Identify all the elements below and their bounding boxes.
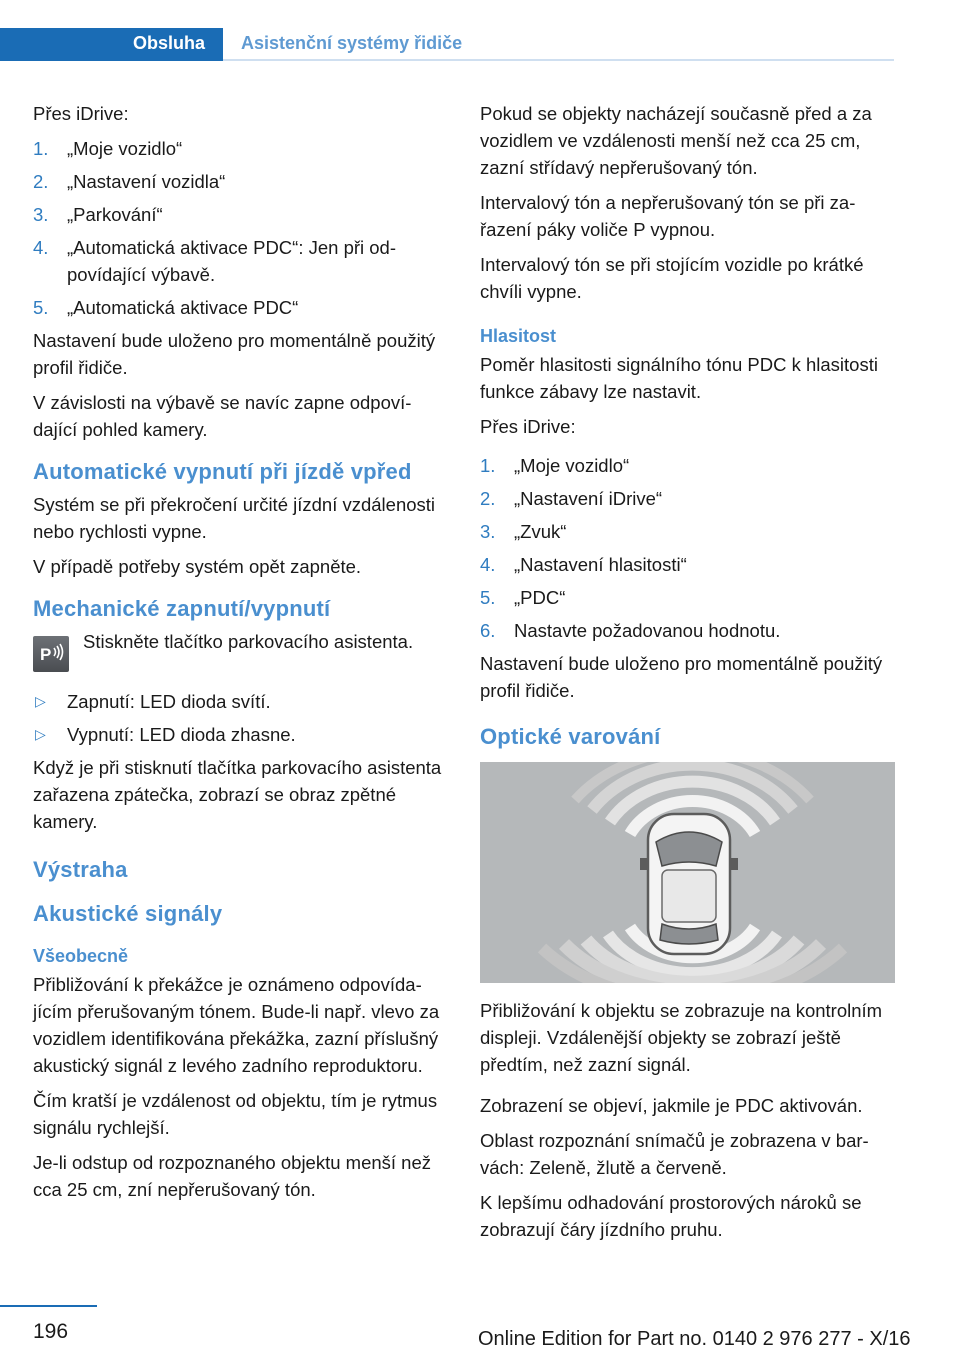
svg-text:P: P	[40, 645, 52, 664]
header-rule-active	[0, 59, 223, 61]
edition-note: Online Edition for Part no. 0140 2 976 277 - X/16	[478, 1328, 911, 1350]
heading-optical: Optické varování	[480, 724, 661, 749]
paragraph-distance: Je-li odstup od rozpoznaného objektu menší než cca 25 cm, zní nepřerušovaný tón.	[33, 1152, 432, 1200]
paragraph-auto-off: Systém se při překročení určité jízdní vzdálenosti nebo rychlosti vypne.	[33, 494, 436, 542]
pdc-button-icon	[33, 636, 69, 672]
footer-rule	[0, 1305, 97, 1307]
paragraph-display: Přibližování k objektu se zobrazuje na kontrolním displeji. Vzdálenější objekty se zobrazí ještě předtím, než zazní signál.	[480, 1000, 883, 1075]
paragraph-general: Přibližování k překážce je oznámeno odpovídajícím přerušovaným tónem. Bude-li např. vlevo za vozidlem identifikována překážka, zazní příslušný akustický signál z levého zadního reproduktoru.	[33, 974, 440, 1076]
paragraph-shorter: Čím kratší je vzdálenost od objektu, tím je rytmus signálu rychlejší.	[33, 1090, 438, 1138]
list-item: 4. „Automatická aktivace PDC“: Jen při odpovídající výbavě.	[33, 237, 397, 285]
led-status-list	[33, 688, 443, 748]
volume-settings-steps	[480, 452, 896, 644]
heading-volume: Hlasitost	[480, 326, 557, 346]
triangle-bullet-icon: ▷	[35, 726, 46, 742]
paragraph-lines: K lepšímu odhadování prostorových nároků se zobrazují čáry jízdního pruhu.	[480, 1192, 862, 1240]
heading-general: Všeobecně	[33, 946, 129, 966]
triangle-bullet-icon: ▷	[35, 693, 46, 709]
list-item: 1. „Moje vozidlo“	[33, 138, 183, 159]
right-column	[480, 100, 896, 1251]
paragraph-volume: Poměr hlasitosti signálního tónu PDC k hlasitosti funkce zábavy lze nastavit.	[480, 354, 878, 402]
list-item: 2. „Nastavení vozidla“	[33, 171, 226, 192]
paragraph-both: Pokud se objekty nacházejí současně před a za vozidlem ve vzdálenosti menší než cca 25 cm, zazní střídavý nepřerušovaný tón.	[480, 103, 872, 178]
paragraph-area: Oblast rozpoznání snímačů je zobrazena v barvách: Zeleně, žlutě a červeně.	[480, 1130, 869, 1178]
list-item: ▷ Zapnutí: LED dioda svítí.	[33, 688, 443, 715]
paragraph-reverse: Když je při stisknutí tlačítka parkovacího asistenta zařazena zpátečka, zobrazí se obraz zpětné kamery.	[33, 757, 442, 832]
list-item: 3. „Parkování“	[33, 204, 163, 225]
section-tab-active[interactable]: Obsluha	[0, 28, 223, 59]
page-number: 196	[33, 1320, 69, 1343]
paragraph-camera: V závislosti na výbavě se navíc zapne odpovídající pohled kamery.	[33, 392, 412, 440]
paragraph-saved: Nastavení bude uloženo pro momentálně použitý profil řidiče.	[33, 330, 436, 378]
list-item: 3. „Zvuk“	[480, 521, 567, 542]
section-tab-inactive[interactable]: Asistenční systémy řidiče	[241, 33, 463, 53]
paragraph-appears: Zobrazení se objeví, jakmile je PDC aktivován.	[480, 1095, 863, 1116]
list-item: 2. „Nastavení iDrive“	[480, 488, 663, 509]
header-rule	[223, 59, 894, 61]
idrive-intro: Přes iDrive:	[33, 103, 129, 124]
paragraph-button: Stiskněte tlačítko parkovacího asistenta.	[83, 631, 414, 652]
left-column	[33, 100, 443, 1211]
vehicle-settings-steps	[33, 135, 443, 321]
heading-manual: Mechanické zapnutí/vypnutí	[33, 596, 331, 621]
list-item: 4. „Nastavení hlasitosti“	[480, 554, 687, 575]
pdc-display-graphic	[480, 762, 895, 983]
list-item: 5. „PDC“	[480, 587, 566, 608]
list-item: 6. Nastavte požadovanou hodnotu.	[480, 620, 781, 641]
heading-warning: Výstraha	[33, 857, 128, 882]
paragraph-restart: V případě potřeby systém opět zapněte.	[33, 556, 362, 577]
pdc-display-illustration	[480, 762, 895, 983]
heading-acoustic: Akustické signály	[33, 901, 223, 926]
list-item: 1. „Moje vozidlo“	[480, 455, 630, 476]
page-header	[0, 28, 894, 62]
idrive-intro: Přes iDrive:	[480, 416, 576, 437]
list-item: ▷ Vypnutí: LED dioda zhasne.	[33, 721, 443, 748]
list-item: 5. „Automatická aktivace PDC“	[33, 297, 299, 318]
paragraph-saved: Nastavení bude uloženo pro momentálně použitý profil řidiče.	[480, 653, 883, 701]
button-instruction	[33, 628, 443, 680]
paragraph-interval-p: Intervalový tón a nepřerušovaný tón se při zařazení páky voliče P vypnou.	[480, 192, 856, 240]
paragraph-interval-stop: Intervalový tón se při stojícím vozidle po krátké chvíli vypne.	[480, 254, 864, 302]
heading-auto-off: Automatické vypnutí při jízdě vpřed	[33, 459, 412, 484]
